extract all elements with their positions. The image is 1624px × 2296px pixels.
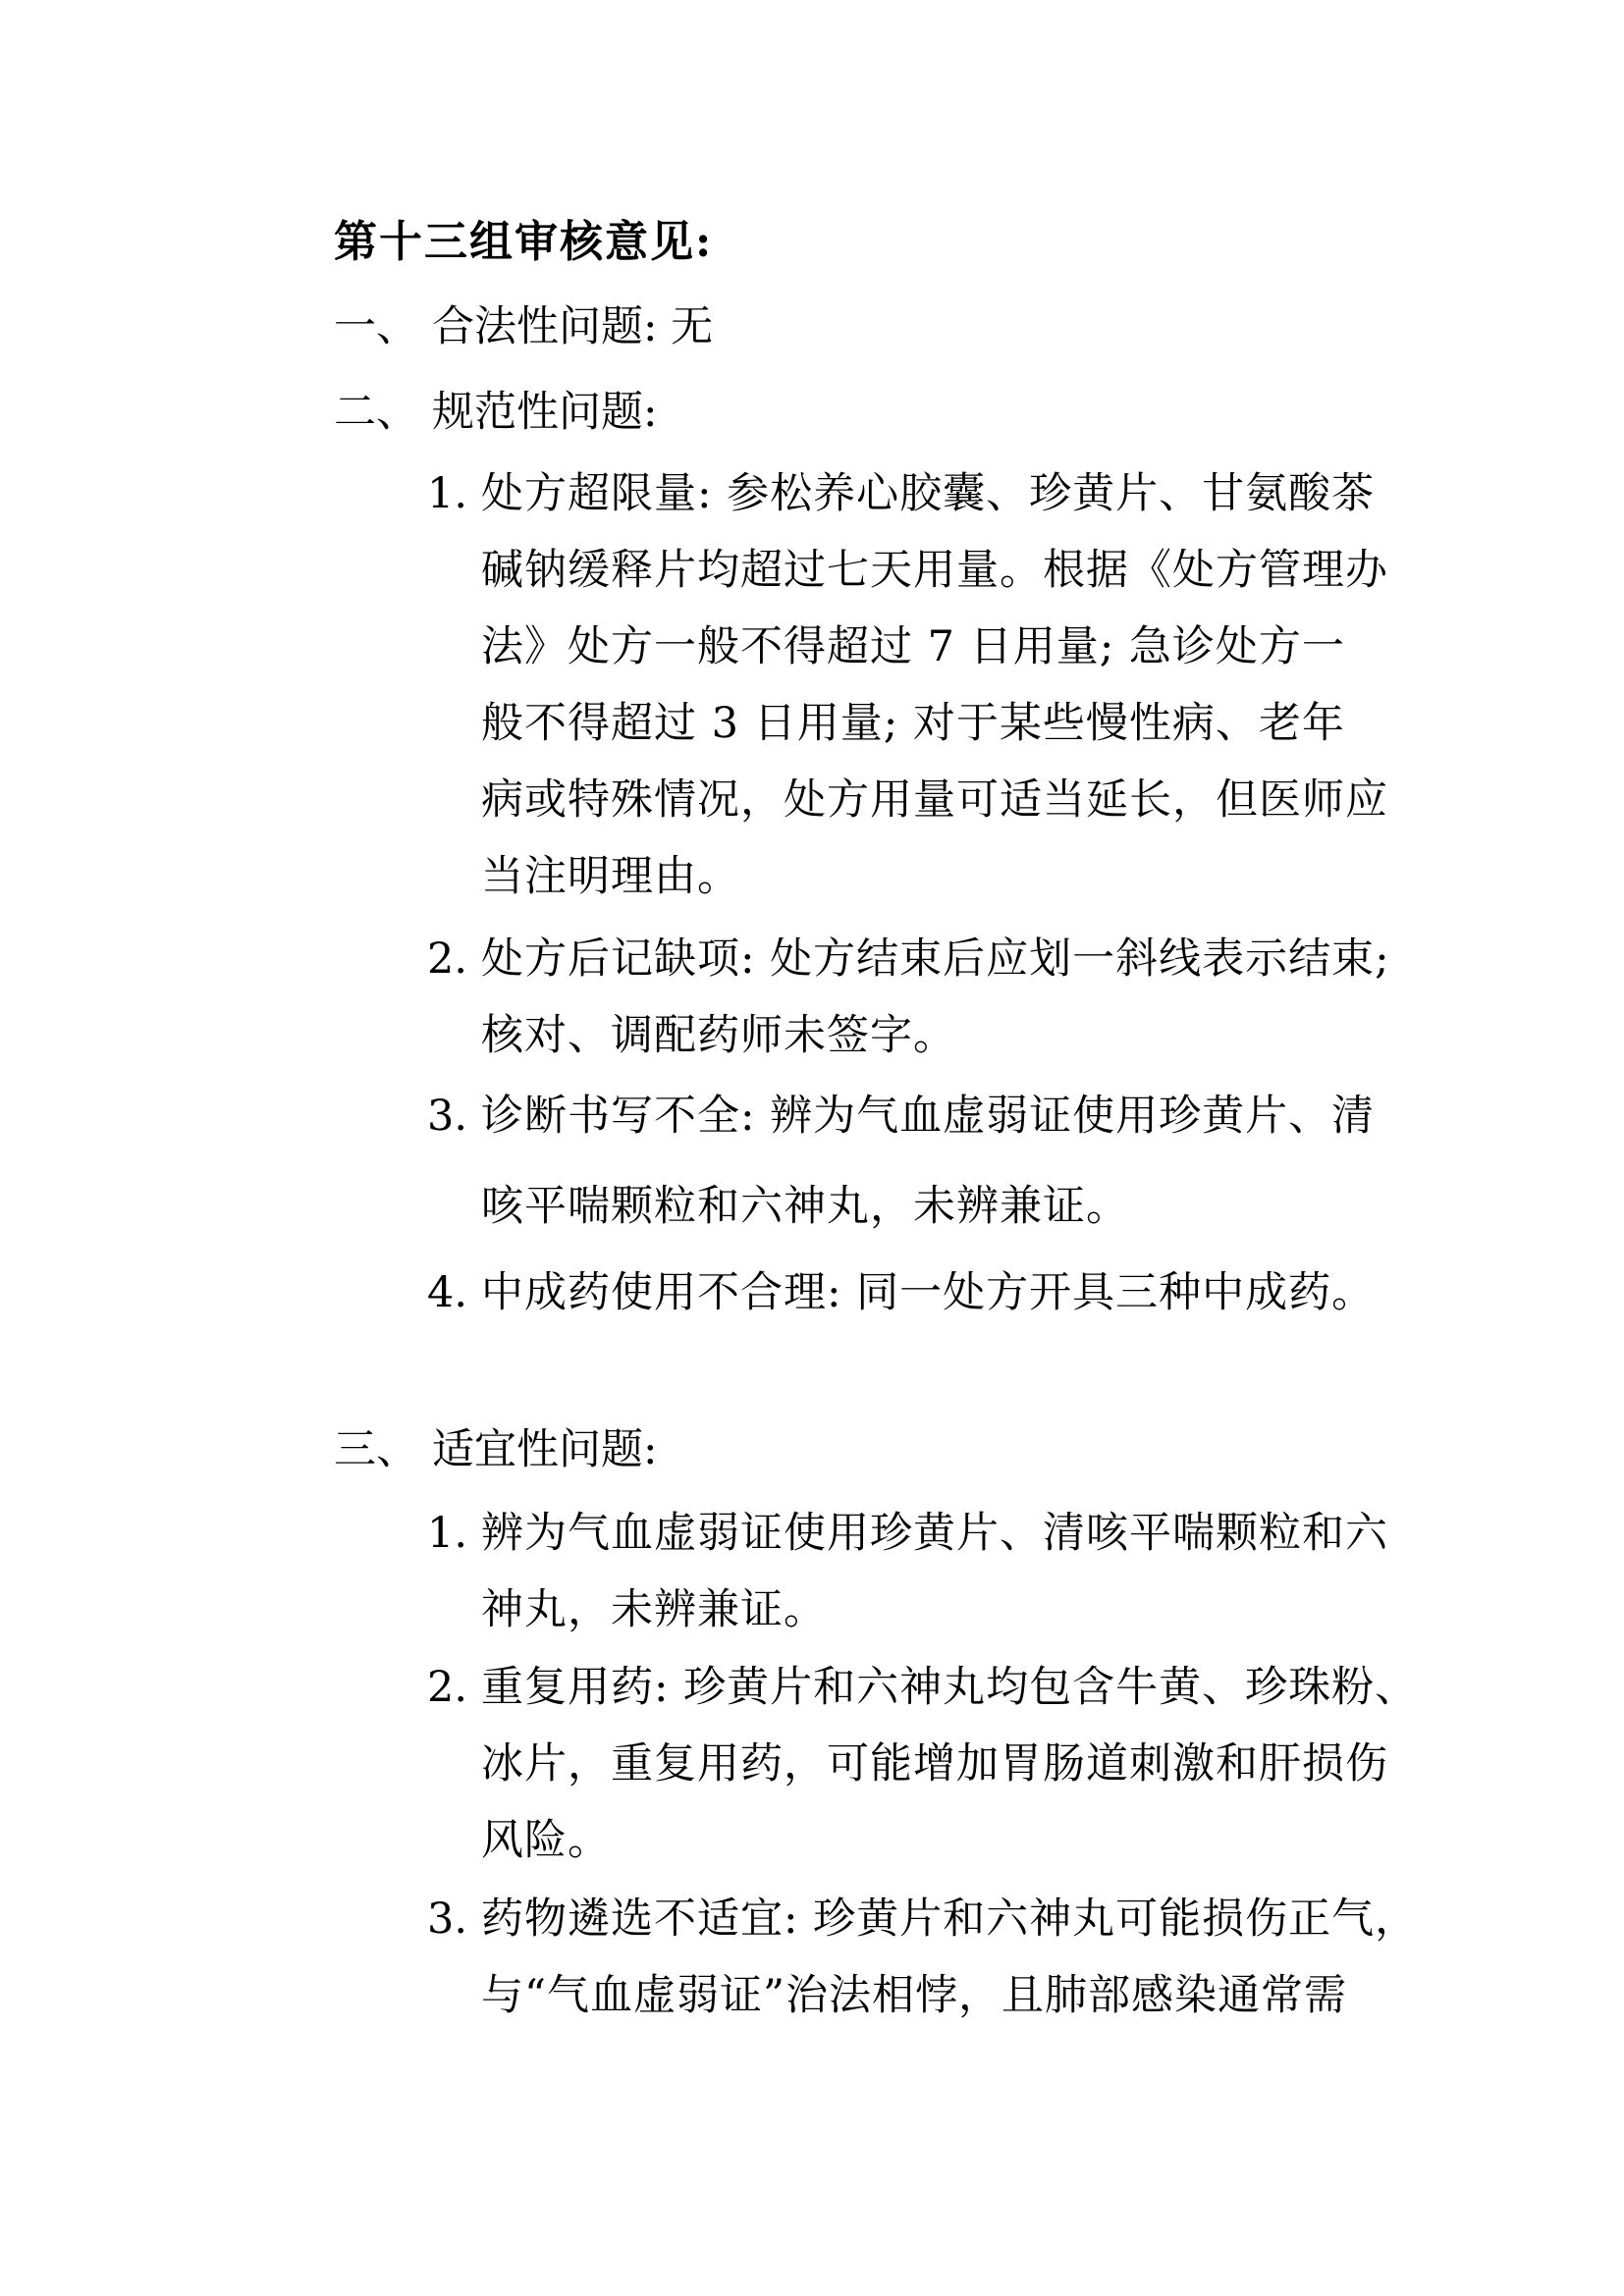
item-text-line: 神丸，未辨兼证。	[481, 1585, 827, 1634]
item-text-line: 处方后记缺项: 处方结束后应划一斜线表示结束;	[481, 934, 1390, 984]
item-text-line: 药物遴选不适宜: 珍黄片和六神丸可能损伤正气，	[481, 1895, 1419, 1944]
section-appropriateness	[334, 1420, 658, 1479]
page-title: 第十三组审核意见:	[334, 217, 714, 267]
item-text-line: 诊断书写不全: 辨为气血虚弱证使用珍黄片、清	[481, 1092, 1376, 1141]
item-number: 3.	[427, 1092, 468, 1141]
item-text-line: 中成药使用不合理: 同一处方开具三种中成药。	[481, 1268, 1376, 1317]
item-text-line: 咳平喘颗粒和六神丸，未辨兼证。	[481, 1182, 1129, 1231]
item-text-line: 处方超限量: 参松养心胶囊、珍黄片、甘氨酸茶	[481, 469, 1376, 518]
section-title: 适宜性问题:	[432, 1425, 658, 1474]
item-text-line: 法》处方一般不得超过 7 日用量; 急诊处方一	[481, 622, 1345, 671]
section-marker: 一、	[334, 302, 418, 351]
item-text-line: 碱钠缓释片均超过七天用量。根据《处方管理办	[481, 546, 1388, 595]
item-number: 1.	[427, 469, 468, 518]
item-number: 2.	[427, 1663, 468, 1712]
item-text-line: 辨为气血虚弱证使用珍黄片、清咳平喘颗粒和六	[481, 1509, 1388, 1558]
item-text-line: 当注明理由。	[481, 852, 740, 901]
item-text-line: 与“气血虚弱证”治法相悖，且肺部感染通常需	[481, 1971, 1347, 2020]
item-text-line: 般不得超过 3 日用量; 对于某些慢性病、老年	[481, 699, 1345, 748]
section-title: 规范性问题:	[432, 388, 658, 437]
section-standardization	[334, 383, 658, 442]
item-number: 4.	[427, 1268, 468, 1317]
item-text-line: 病或特殊情况，处方用量可适当延长，但医师应	[481, 775, 1388, 825]
section-marker: 二、	[334, 388, 418, 437]
item-text-line: 重复用药: 珍黄片和六神丸均包含牛黄、珍珠粉、	[481, 1663, 1419, 1712]
section-legality	[334, 297, 713, 356]
section-title: 合法性问题: 无	[432, 302, 714, 351]
item-number: 3.	[427, 1895, 468, 1944]
item-text-line: 核对、调配药师未签字。	[481, 1011, 956, 1060]
section-marker: 三、	[334, 1425, 418, 1474]
item-text-line: 冰片，重复用药，可能增加胃肠道刺激和肝损伤	[481, 1739, 1388, 1789]
item-number: 2.	[427, 934, 468, 984]
item-text-line: 风险。	[481, 1816, 611, 1865]
item-number: 1.	[427, 1509, 468, 1558]
